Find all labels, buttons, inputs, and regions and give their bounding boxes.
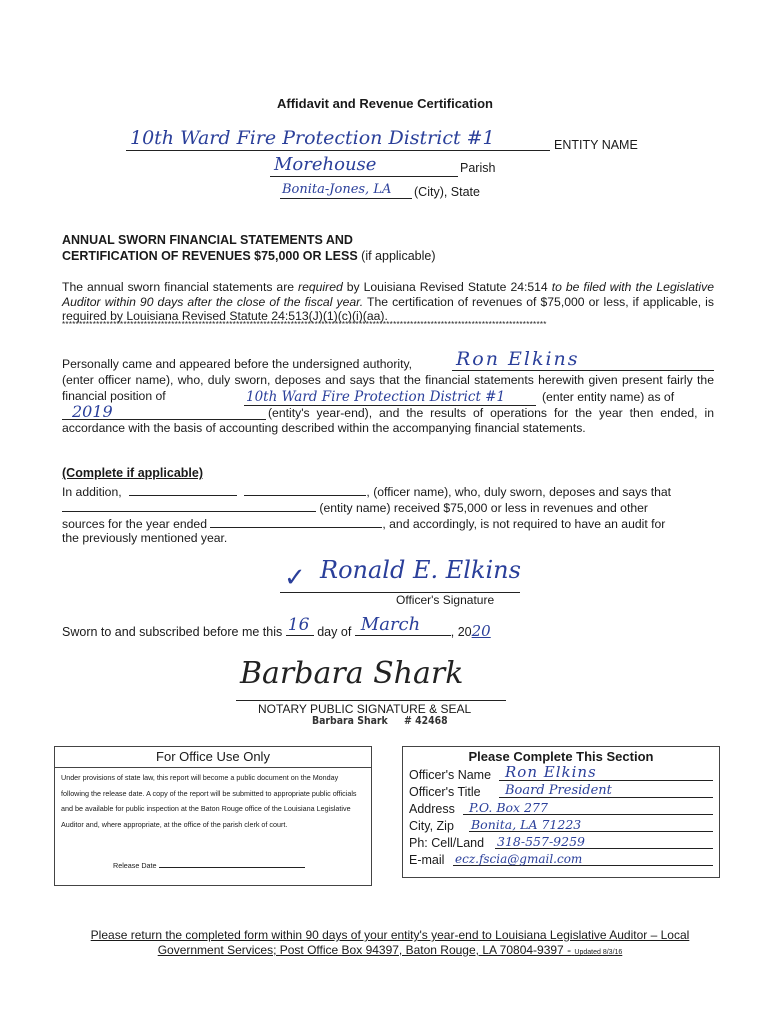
addition-year-field[interactable] <box>210 515 382 528</box>
affidavit-entity-field[interactable] <box>244 388 536 406</box>
officer-name-label: Officer's Name <box>409 768 492 782</box>
footer-line-1: Please return the completed form within 90 days of your entity's year-end to Louisiana Legislative Auditor – Local <box>90 928 690 942</box>
address-label: Address <box>409 802 455 816</box>
parish-label: Parish <box>460 161 496 175</box>
heading-line-2-text: CERTIFICATION OF REVENUES $75,000 OR LESS <box>62 249 358 263</box>
affidavit-text-1: Personally came and appeared before the undersigned authority, <box>62 357 413 371</box>
pc-phone: 318-557-9259 <box>497 834 585 849</box>
footer-instructions <box>60 928 720 960</box>
year-end-value: 2019 <box>72 402 113 421</box>
complete-line-2 <box>62 499 714 515</box>
officer-title-label: Officer's Title <box>409 785 481 799</box>
officer-signature-area[interactable] <box>280 552 520 596</box>
city-field[interactable] <box>280 178 412 199</box>
intro-text-4: The certification of revenues of $75,000 or less, if applicable, is required by Louisiana Revised Statute 24:513(J)(1)(c)(i)(aa). <box>62 294 714 324</box>
section-heading <box>62 232 436 264</box>
city-zip-label: City, Zip <box>409 819 454 833</box>
field-row <box>409 817 709 834</box>
please-complete-box <box>402 746 720 878</box>
addition-officer-field-2[interactable] <box>244 483 366 496</box>
release-date-field[interactable] <box>159 859 305 868</box>
intro-text-1: The annual sworn financial statements are <box>62 280 295 294</box>
footer-line-2: Government Services; Post Office Box 94397, Baton Rouge, LA 70804-9397 - <box>157 943 572 957</box>
officer-signature: Ronald E. Elkins <box>320 556 521 584</box>
sworn-month-field[interactable] <box>355 614 451 636</box>
sworn-month: March <box>360 614 421 635</box>
officer-signature-label: Officer's Signature <box>396 593 495 607</box>
city-value: Bonita-Jones, LA <box>282 182 392 197</box>
pc-email: ecz.fscia@gmail.com <box>455 852 583 866</box>
release-date-label: Release Date <box>113 861 157 870</box>
addition-officer-field-1[interactable] <box>129 483 237 496</box>
heading-line-1: ANNUAL SWORN FINANCIAL STATEMENTS AND <box>62 233 353 247</box>
notary-stamp-name: Barbara Shark <box>312 714 388 727</box>
office-use-text: Under provisions of state law, this report will become a public document on the Monday following the release date. A copy of the report will be submitted to appropriate public officials and be available for public inspection at the Baton Rouge office of the Louisiana Legislative Auditor and, where appropriate, at the office of the parish clerk of court. <box>61 773 357 829</box>
heading-line-2-suffix: (if applicable) <box>361 249 436 263</box>
complete-l3b: , and accordingly, is not required to have an audit for <box>382 517 666 531</box>
sworn-day-field[interactable] <box>286 615 314 636</box>
pc-address: P.O. Box 277 <box>469 800 548 815</box>
parish-field[interactable] <box>270 154 458 177</box>
checkmark-icon: ✓ <box>284 562 306 592</box>
intro-text-2: by Louisiana Revised Statute 24:514 <box>346 280 548 294</box>
notary-signature: Barbara Shark <box>240 656 464 691</box>
email-label: E-mail <box>409 853 445 867</box>
complete-line-3 <box>62 515 714 531</box>
notary-label: NOTARY PUBLIC SIGNATURE & SEAL <box>258 702 472 716</box>
office-use-title: For Office Use Only <box>55 747 371 768</box>
notary-stamp <box>312 714 448 727</box>
affidavit-text-3: (enter entity name) as of <box>542 390 675 404</box>
sworn-text-3: , 20 <box>450 625 472 639</box>
entity-name-label: ENTITY NAME <box>554 138 638 152</box>
notary-signature-area[interactable] <box>236 650 516 700</box>
release-date-row <box>113 859 305 870</box>
complete-l1b: , (officer name), who, duly sworn, deposes and says that <box>366 485 672 499</box>
phone-label: Ph: Cell/Land <box>409 836 485 850</box>
please-complete-title: Please Complete This Section <box>468 749 654 764</box>
intro-required: required <box>298 280 343 294</box>
field-row <box>409 783 709 800</box>
sworn-day: 16 <box>287 615 310 635</box>
pc-officer-title-field[interactable] <box>499 783 713 798</box>
pc-officer-name: Ron Elkins <box>505 763 597 781</box>
notary-stamp-number: # 42468 <box>404 714 448 727</box>
complete-label: (Complete if applicable) <box>62 466 203 480</box>
complete-l3a: sources for the year ended <box>62 517 207 531</box>
notary-signature-line <box>236 700 506 701</box>
complete-l4: the previously mentioned year. <box>62 531 228 545</box>
footer-updated: Updated 8/3/16 <box>574 949 623 956</box>
pc-phone-field[interactable] <box>495 834 713 849</box>
field-row <box>409 800 709 817</box>
officer-name-field[interactable] <box>452 346 714 371</box>
separator-stars: ********************************************************************************************************************************************** <box>62 320 547 329</box>
intro-deadline: to be filed with the Legislative Auditor within 90 days after the close of the fiscal year. <box>62 280 714 309</box>
page-title: Affidavit and Revenue Certification <box>277 96 493 111</box>
complete-line-1 <box>62 483 714 499</box>
affidavit-t2: (enter officer name), who, duly sworn, deposes and says that the financial statements herewith given present fairly the financial position of <box>62 373 714 403</box>
sworn-text-2: day of <box>317 625 352 639</box>
sworn-year[interactable]: 20 <box>471 622 491 640</box>
pc-officer-name-field[interactable] <box>499 763 713 781</box>
pc-email-field[interactable] <box>453 851 713 866</box>
parish-value: Morehouse <box>274 154 377 175</box>
intro-paragraph <box>62 280 714 324</box>
city-label: (City), State <box>414 185 480 199</box>
entity-name-field[interactable] <box>126 122 550 151</box>
field-row <box>409 851 709 868</box>
field-row <box>409 763 709 783</box>
pc-city-zip-field[interactable] <box>469 817 713 832</box>
affidavit-text-4: (entity's year-end), and the results of operations for the year then ended, in accordance with the basis of accounting described within the accompanying financial statements. <box>62 406 714 435</box>
office-use-box <box>54 746 372 886</box>
affidavit-entity-value: 10th Ward Fire Protection District #1 <box>246 389 506 405</box>
pc-address-field[interactable] <box>463 800 713 815</box>
complete-l2: (entity name) received $75,000 or less in revenues and other <box>319 501 648 515</box>
heading-line-2 <box>62 248 436 264</box>
pc-city-zip: Bonita, LA 71223 <box>471 817 582 832</box>
complete-l1a: In addition, <box>62 485 122 499</box>
officer-name-value: Ron Elkins <box>456 348 580 370</box>
addition-entity-field[interactable] <box>62 499 316 512</box>
footer-line-2-wrap <box>60 943 720 960</box>
sworn-line <box>62 614 491 640</box>
entity-name-value: 10th Ward Fire Protection District #1 <box>130 127 495 149</box>
sworn-text-1: Sworn to and subscribed before me this <box>62 625 283 639</box>
pc-officer-title: Board President <box>505 783 612 798</box>
field-row <box>409 834 709 851</box>
